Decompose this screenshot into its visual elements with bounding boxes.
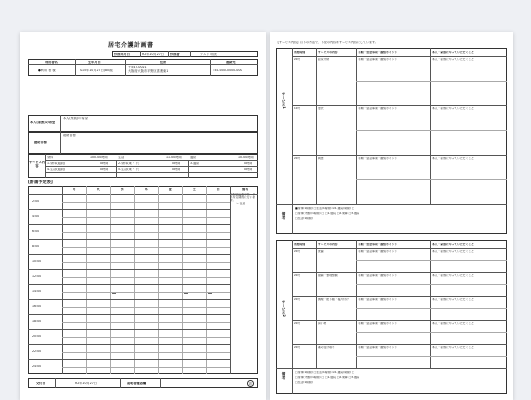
day-header: 火 <box>96 188 100 191</box>
svc-r1c4: 3.通院 <box>190 161 200 165</box>
issue-date-value: R2年10月27日 <box>75 382 97 385</box>
table-cell: 20分 <box>294 156 301 160</box>
time-label: 16:00 <box>32 305 42 308</box>
day-header: 土 <box>192 188 196 191</box>
table-cell: 本人・家族にやっていただくこと <box>432 156 474 160</box>
svc-r2c3: 0時間 <box>172 167 181 171</box>
svc-r1c0: 1.身体(通院) <box>47 161 66 165</box>
sub-line <box>356 284 507 285</box>
s2-note-2: □生活(1時間) <box>295 381 313 384</box>
schedule-note-header: 備考 <box>242 187 249 191</box>
time-label: 4:00 <box>32 215 40 218</box>
table-cell: 本人・家族にやっていただくこと <box>432 58 474 61</box>
schedule-note-text: 上記予定表のサービスを定期的に行います。 <box>230 193 256 203</box>
time-label: 2:00 <box>32 200 40 203</box>
table-cell: 手順・留意事項・観察ポイント <box>358 346 398 349</box>
svc-r0c4: 通院 <box>190 155 197 159</box>
header-name: 利用者名 <box>45 60 58 64</box>
table-cell: 20分 <box>294 346 301 349</box>
svc-r1c3: 0時間 <box>172 161 181 165</box>
table-cell: 手順・留意事項・観察ポイント <box>358 250 398 253</box>
header-birth: 生年月日 <box>88 60 101 64</box>
svc-r2c0: 4.生活(通院) <box>47 167 66 171</box>
schedule-label: [計画予定表] <box>28 180 53 184</box>
table-cell: 掃除・整理整頓 <box>318 274 338 277</box>
table-cell: 手順・留意事項・観察ポイント <box>358 156 398 160</box>
table-cell: 本人・家族にやっていただくこと <box>432 298 474 301</box>
day-header: 木 <box>144 188 148 191</box>
table-header: サービスの内容 <box>318 50 338 54</box>
sub-line <box>356 130 507 131</box>
svc-r1c2: 2.身体(乗・下) <box>118 161 140 165</box>
table-cell: 起床介助 <box>318 58 330 61</box>
wish-value: 本人(家族)の希望 <box>63 117 88 120</box>
table-cell: 20分 <box>294 274 301 277</box>
table-cell: 手順・留意事項・観察ポイント <box>358 298 398 301</box>
s1-note-2: □生活(1時間) <box>295 217 313 220</box>
user-name: ●利用 者 様 <box>38 69 56 72</box>
table-cell: 手順・留意事項・観察ポイント <box>358 274 398 277</box>
table-cell: 本人・家族にやっていただくこと <box>432 107 474 111</box>
time-label: 24:00 <box>32 365 42 368</box>
header-contact: 連絡先 <box>226 60 236 64</box>
sub-line <box>356 260 507 261</box>
day-header: 月 <box>72 188 76 191</box>
table-cell: 20分 <box>294 58 301 61</box>
table-cell: 手順・留意事項・観察ポイント <box>358 58 398 61</box>
s1-note-1: □身体(介護)(1時間) □ □1.通院 □2.乗降 □3.通院 <box>295 212 360 215</box>
table-header: サービスの内容 <box>318 242 338 246</box>
table-cell: 本人・家族にやっていただくこと <box>432 274 474 277</box>
time-label: 10:00 <box>32 260 42 263</box>
sub-line <box>356 356 507 357</box>
svc-r2c2: 5.生活(乗・下) <box>118 167 140 171</box>
table-cell: 本人・家族にやっていただくこと <box>432 346 474 349</box>
table-cell: 朝食 <box>318 156 324 160</box>
header-line <box>292 248 507 249</box>
section1-label: サービス1 <box>282 92 286 109</box>
table-cell: 本人・家族にやっていただくこと <box>432 322 474 325</box>
time-label: 22:00 <box>32 350 42 353</box>
day-header: 日 <box>216 188 220 191</box>
table-header: 本人・家族にやっていただくこと <box>432 242 474 246</box>
svc-r0c3: 11.00時間 <box>166 155 182 159</box>
table-cell: 20分 <box>294 250 301 253</box>
s2-note-0: □身体(1時間) □生活(1時間) ☑1.通院(時間) □ <box>295 371 355 374</box>
service-detail-page <box>270 32 513 400</box>
table-header: 所要時間 <box>294 50 306 54</box>
svc-r0c0: 身体 <box>47 155 54 159</box>
time-label: 18:00 <box>32 320 42 323</box>
svc-r2c5: 0時間 <box>244 167 253 171</box>
sub-line <box>356 81 507 82</box>
col-line <box>356 48 357 204</box>
table-header: 本人・家族にやっていただくこと <box>432 50 474 54</box>
goal-label: 援助目標 <box>34 141 47 144</box>
table-header: 所要時間 <box>294 242 306 246</box>
issue-date-label: 交付日 <box>36 382 46 385</box>
time-label: 6:00 <box>32 230 40 233</box>
care-plan-page <box>20 32 266 400</box>
sub-line <box>356 332 507 333</box>
svc-r2c1: 0時間 <box>100 167 109 171</box>
table-cell: 手順・留意事項・観察ポイント <box>358 322 398 325</box>
svc-r1c1: 0時間 <box>100 161 109 165</box>
date-label: 作成年月日 <box>114 52 130 56</box>
time-label: 14:00 <box>32 290 42 293</box>
svc-r0c2: 生活 <box>118 155 125 159</box>
row-line <box>292 272 507 273</box>
document-title: 居宅介護計画書 <box>108 42 154 49</box>
col-line <box>316 240 317 368</box>
table-cell: 調理・配下膳・後片付け <box>318 298 349 301</box>
author-value: テスト 明美 <box>200 52 217 56</box>
table-header: 手順・留意事項・観察ポイント <box>358 242 398 246</box>
goal-value: 援助目標 <box>63 134 76 137</box>
table-cell: 本人・家族にやっていただくこと <box>432 250 474 253</box>
row-line <box>292 320 507 321</box>
date-value: R2年10月27日 <box>142 52 164 56</box>
table-cell: 20分 <box>294 322 301 325</box>
time-label: 12:00 <box>32 275 42 278</box>
section2-note-label: 備考 <box>282 372 286 380</box>
col-line <box>316 48 317 204</box>
day-header: 水 <box>120 188 124 191</box>
time-label: 20:00 <box>32 335 42 338</box>
svc-r0c1: 100.00時間 <box>90 155 108 159</box>
col-line <box>430 48 431 204</box>
table-cell: 薬の受け取り <box>318 346 335 349</box>
table-cell: 洗濯 <box>318 250 324 253</box>
table-cell: 買い物 <box>318 322 327 325</box>
schedule-note-sub: ー 任意 <box>236 202 246 205</box>
table-cell: 手順・留意事項・観察ポイント <box>358 107 398 111</box>
time-label: 8:00 <box>32 245 40 248</box>
schedule-mark <box>184 293 188 294</box>
user-birth: S15年10月27日(80歳) <box>80 69 114 72</box>
meta-row <box>112 51 258 57</box>
seal-circle: 印 <box>248 381 253 386</box>
service-intro: 【サービス内容】以下の方法で、下記の内容をサービス内容にしています。 <box>276 41 378 44</box>
user-phone: TEL:000-0000-000 <box>213 69 243 72</box>
table-cell: 20分 <box>294 298 301 301</box>
table-cell: 更衣 <box>318 107 324 111</box>
user-address: 〒547-0021 大阪府大阪市平野区喜連東1 <box>128 66 169 73</box>
header-line <box>292 56 507 57</box>
table-cell: 10分 <box>294 107 301 111</box>
wish-label: 本人(家族)の希望 <box>30 121 56 124</box>
header-address: 住所 <box>160 60 167 64</box>
row-line <box>292 296 507 297</box>
row-line <box>292 155 507 156</box>
row-line <box>292 344 507 345</box>
sub-line <box>356 179 507 180</box>
s2-note-1: □身体(介護)(1時間) □ □1.通院 □2.乗降 □3.通院 <box>295 376 360 379</box>
day-header: 金 <box>168 188 172 191</box>
schedule-mark <box>112 293 116 294</box>
row-line <box>292 105 507 106</box>
section1-note-label: 備考 <box>282 212 286 220</box>
schedule-mark <box>208 293 212 294</box>
table-header: 手順・留意事項・観察ポイント <box>358 50 398 54</box>
author-label: 作成者 <box>170 52 180 56</box>
svc-r1c5: 0時間 <box>244 161 253 165</box>
explainer-confirm-label: 説明者確認欄 <box>127 382 147 385</box>
section2-label: サービス2 <box>282 300 286 317</box>
sub-line <box>356 308 507 309</box>
svc-r0c5: 10.00時間 <box>238 155 254 159</box>
service-label: サービス内容 <box>29 161 45 168</box>
s1-note-0: ■身体(1時間) □生活(1時間) ☑1.通院(時間) □ <box>295 207 355 210</box>
